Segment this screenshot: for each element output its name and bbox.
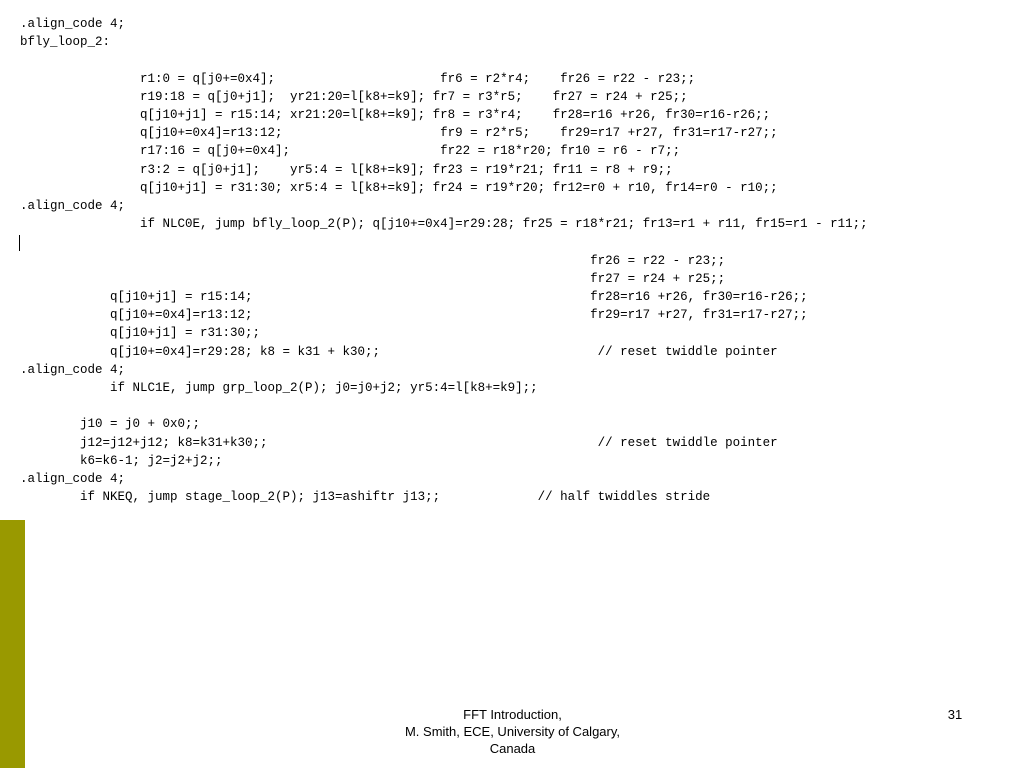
code-line: r3:2 = q[j0+j1]; yr5:4 = l[k8+=k9]; fr23 = r19*r21; fr11 = r8 + r9;; [20, 162, 673, 177]
code-line: q[j10+=0x4]=r13:12; fr9 = r2*r5; fr29=r17 +r27, fr31=r17-r27;; [20, 126, 778, 141]
code-line: q[j10+j1] = r31:30; xr5:4 = l[k8+=k9]; fr24 = r19*r20; fr12=r0 + r10, fr14=r0 - r10;; [20, 180, 778, 195]
code-line: j12=j12+j12; k8=k31+k30;; // reset twiddle pointer [20, 435, 778, 450]
code-line: r1:0 = q[j0+=0x4]; fr6 = r2*r4; fr26 = r22 - r23;; [20, 71, 696, 86]
code-line: .align_code 4; [20, 17, 126, 31]
slide-footer [360, 706, 665, 757]
code-line: if NKEQ, jump stage_loop_2(P); j13=ashiftr j13;; // half twiddles stride [20, 490, 711, 505]
code-line: r19:18 = q[j0+j1]; yr21:20=l[k8+=k9]; fr7 = r3*r5; fr27 = r24 + r25;; [20, 89, 688, 104]
code-line: .align_code 4; [20, 362, 126, 377]
code-line: .align_code 4; [20, 472, 126, 486]
code-line: bfly_loop_2: [20, 35, 111, 50]
code-line: .align_code 4; [20, 199, 126, 213]
footer-line-3: Canada [489, 741, 536, 756]
code-line: q[j10+=0x4]=r29:28; k8 = k31 + k30;; // reset twiddle pointer [20, 344, 778, 359]
code-line: q[j10+j1] = r15:14; xr21:20=l[k8+=k9]; fr8 = r3*r4; fr28=r16 +r26, fr30=r16-r26;; [20, 108, 771, 122]
text-caret [19, 235, 20, 251]
code-line: if NLC0E, jump bfly_loop_2(P); q[j10+=0x4]=r29:28; fr25 = r18*r21; fr13=r1 + r11, fr15=r1 - r11;; [20, 217, 868, 232]
page-number: 31 [947, 707, 963, 722]
code-line: fr26 = r22 - r23;; [20, 253, 726, 268]
code-line: fr27 = r24 + r25;; [20, 271, 726, 286]
code-line: q[j10+j1] = r15:14; fr28=r16 +r26, fr30=r16-r26;; [20, 290, 808, 304]
code-line: r17:16 = q[j0+=0x4]; fr22 = r18*r20; fr10 = r6 - r7;; [20, 144, 681, 159]
code-line: if NLC1E, jump grp_loop_2(P); j0=j0+j2; yr5:4=l[k8+=k9];; [20, 381, 538, 395]
code-line: q[j10+=0x4]=r13:12; fr29=r17 +r27, fr31=r17-r27;; [20, 308, 808, 323]
code-line: q[j10+j1] = r31:30;; [20, 326, 261, 341]
footer-line-1: FFT Introduction, [463, 707, 562, 722]
code-line: j10 = j0 + 0x0;; [20, 417, 201, 432]
code-line: k6=k6-1; j2=j2+j2;; [20, 453, 223, 468]
footer-line-2: M. Smith, ECE, University of Calgary, [404, 724, 621, 739]
